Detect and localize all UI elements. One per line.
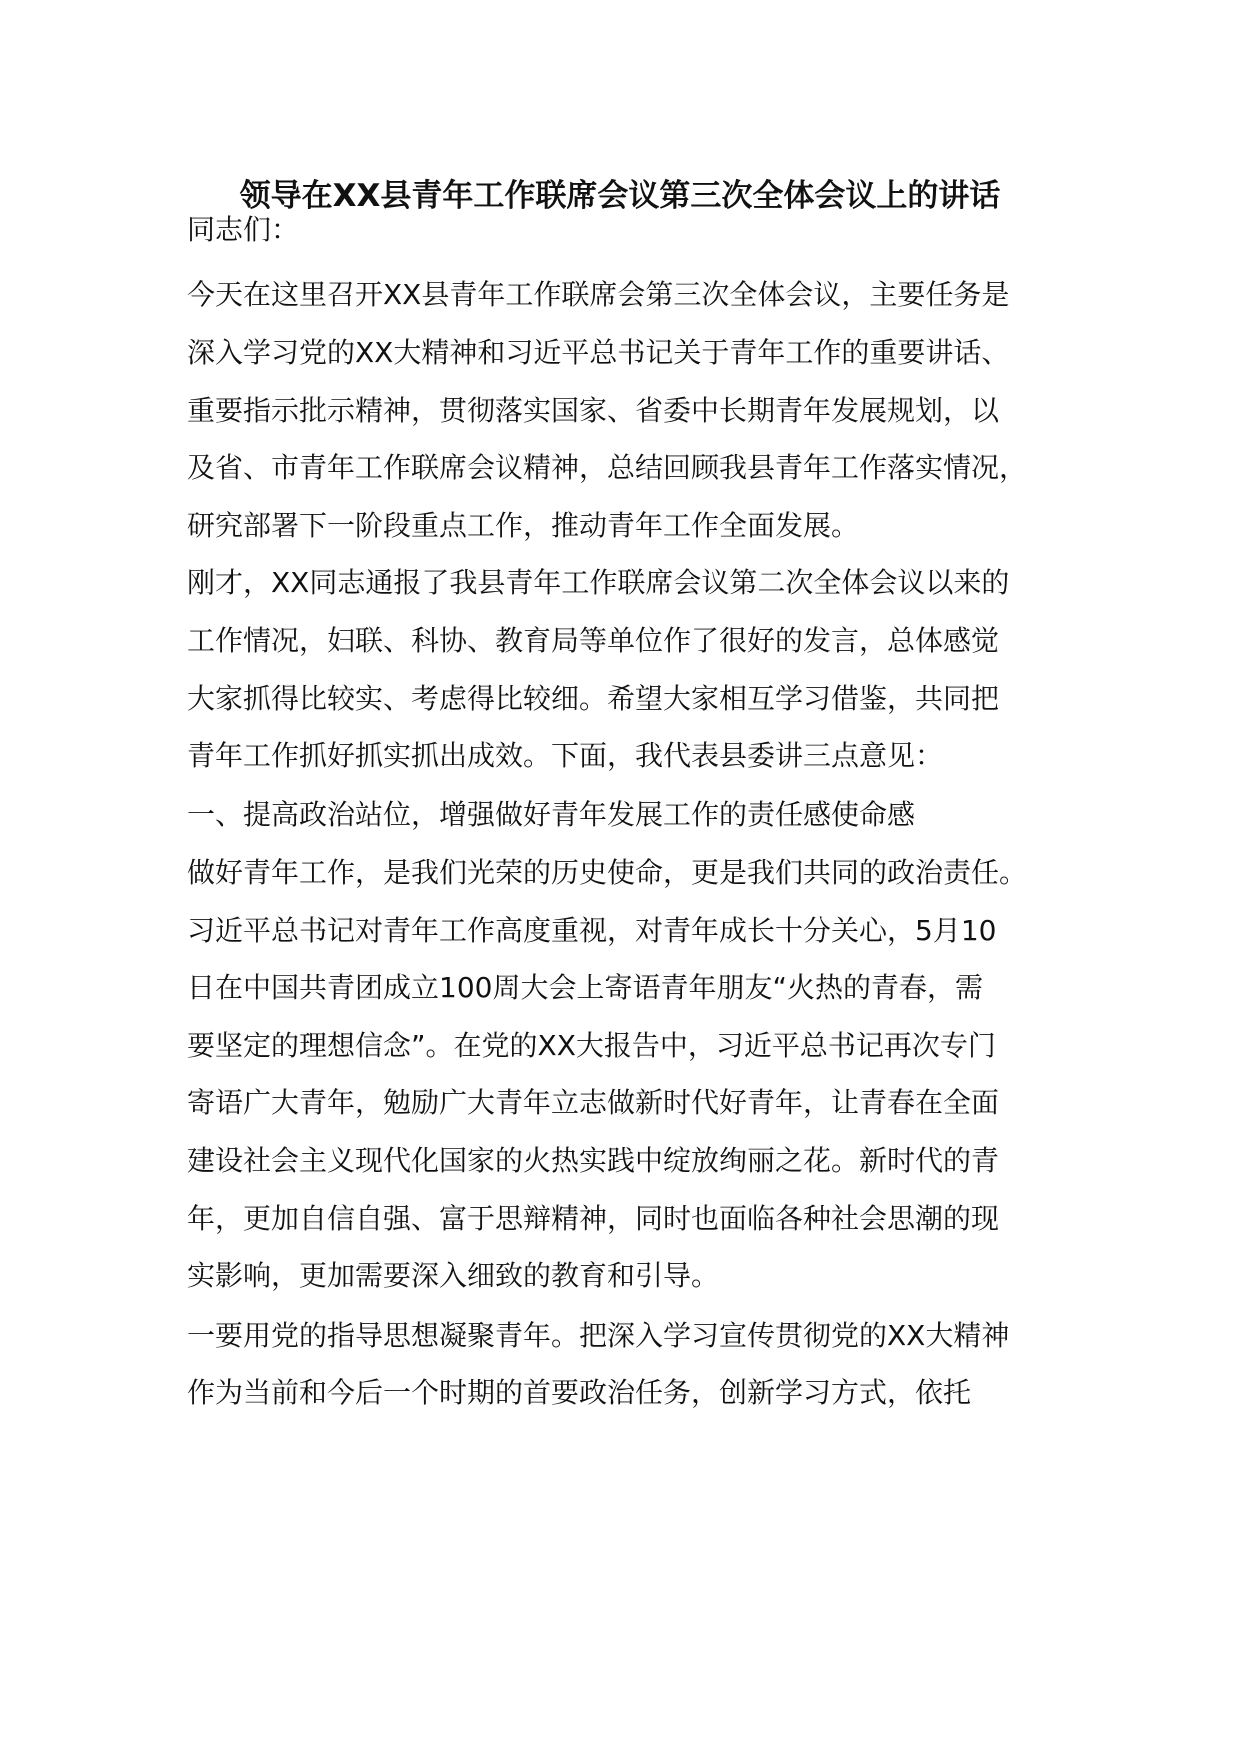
text-line: 及省、市青年工作联席会议精神，总结回顾我县青年工作落实情况， bbox=[187, 451, 1028, 484]
text-line: 习近平总书记对青年工作高度重视，对青年成长十分关心，5月10 bbox=[187, 914, 997, 947]
text-line: 同志们： bbox=[187, 213, 300, 246]
text-line: 要坚定的理想信念”。在党的XX大报告中，习近平总书记再次专门 bbox=[187, 1029, 996, 1062]
text-line: 研究部署下一阶段重点工作，推动青年工作全面发展。 bbox=[187, 509, 860, 542]
text-line: 重要指示批示精神，贯彻落实国家、省委中长期青年发展规划，以 bbox=[187, 394, 1000, 427]
text-line: 日在中国共青团成立100周大会上寄语青年朋友“火热的青春，需 bbox=[187, 971, 983, 1004]
text-line: 做好青年工作，是我们光荣的历史使命，更是我们共同的政治责任。 bbox=[187, 856, 1028, 889]
text-line: 寄语广大青年，勉励广大青年立志做新时代好青年，让青春在全面 bbox=[187, 1086, 1000, 1119]
text-line: 一要用党的指导思想凝聚青年。把深入学习宣传贯彻党的XX大精神 bbox=[187, 1319, 1010, 1352]
text-line: 青年工作抓好抓实抓出成效。下面，我代表县委讲三点意见： bbox=[187, 739, 944, 772]
text-line: 刚才，XX同志通报了我县青年工作联席会议第二次全体会议以来的 bbox=[187, 566, 1010, 599]
section-heading: 一、提高政治站位，增强做好青年发展工作的责任感使命感 bbox=[187, 798, 916, 831]
text-line: 作为当前和今后一个时期的首要政治任务，创新学习方式，依托 bbox=[187, 1376, 972, 1409]
text-line: 今天在这里召开XX县青年工作联席会第三次全体会议，主要任务是 bbox=[187, 278, 1010, 311]
text-line: 年，更加自信自强、富于思辩精神，同时也面临各种社会思潮的现 bbox=[187, 1202, 1000, 1235]
text-line: 建设社会主义现代化国家的火热实践中绽放绚丽之花。新时代的青 bbox=[187, 1144, 1000, 1177]
document-title: 领导在XX县青年工作联席会议第三次全体会议上的讲话 bbox=[239, 178, 1001, 214]
text-line: 大家抓得比较实、考虑得比较细。希望大家相互学习借鉴，共同把 bbox=[187, 682, 1000, 715]
text-line: 深入学习党的XX大精神和习近平总书记关于青年工作的重要讲话、 bbox=[187, 336, 1010, 369]
text-line: 实影响，更加需要深入细致的教育和引导。 bbox=[187, 1259, 720, 1292]
text-line: 工作情况，妇联、科协、教育局等单位作了很好的发言，总体感觉 bbox=[187, 624, 1000, 657]
